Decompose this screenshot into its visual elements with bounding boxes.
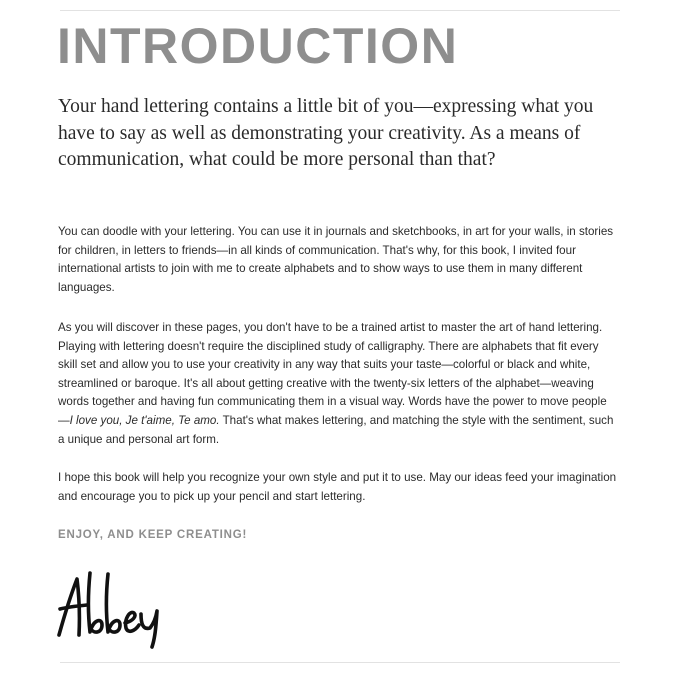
lead-paragraph: Your hand lettering contains a little bit of you—expressing what you have to say as well as demonstrating your creativity. As a means of communication, what could be more personal than that? <box>58 96 594 170</box>
bottom-divider <box>60 662 620 663</box>
paragraph-2-italic-phrase: I love you, Je t'aime, Te amo. <box>69 413 220 427</box>
body-paragraph-2 <box>58 319 618 449</box>
body-paragraph-3: I hope this book will help you recognize your own style and put it to use. May our ideas feed your imagination and encourage you to pick up your pencil and start lettering. <box>58 471 617 503</box>
page-title: INTRODUCTION <box>57 18 459 74</box>
closing-line: ENJOY, AND KEEP CREATING! <box>58 529 248 541</box>
signature-stroke-b1 <box>89 573 103 632</box>
signature-stroke-y <box>141 611 157 647</box>
body-paragraph-1: You can doodle with your lettering. You can use it in journals and sketchbooks, in art for your walls, in stories for children, in letters to friends—in all kinds of communication. That's why, for this book, I invited four international artists to join with me to create alphabets and to show ways to use them in many different languages. <box>58 225 614 294</box>
paragraph-2-text-start: As you will discover in these pages, you don't have to be a trained artist to master the art of hand lettering. Playing with lettering doesn't require the disciplined study of calligraphy. There are alphabets that fit every skill set and allow you to use your creativity in any way that suits your taste—colorful or black and white, streamlined or baroque. It's all about getting creative with the twenty-six letters of the alphabet—weaving words together and having fun communicating them in a visual way. Words have the power to move people— <box>58 321 607 427</box>
top-divider <box>60 10 620 11</box>
paragraph-2-text-end: That's what makes lettering, and matching the style with the sentiment, such a unique and personal art form. <box>58 413 614 446</box>
signature-abbey <box>55 565 175 650</box>
signature-stroke-a-bar <box>60 605 87 609</box>
signature-stroke-e <box>125 612 139 631</box>
signature-stroke-b2 <box>107 574 121 632</box>
